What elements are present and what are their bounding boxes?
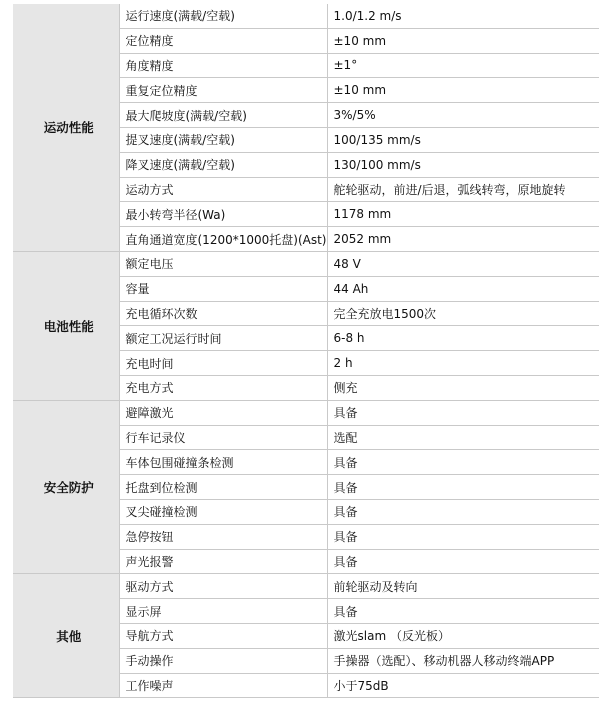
- spec-item-value: ±10 mm: [327, 78, 599, 103]
- spec-item-label: 驱动方式: [119, 574, 327, 599]
- spec-item-label: 急停按钮: [119, 524, 327, 549]
- spec-item-label: 重复定位精度: [119, 78, 327, 103]
- spec-item-value: 激光slam （反光板）: [327, 623, 599, 648]
- spec-item-label: 运动方式: [119, 177, 327, 202]
- section-label: 安全防护: [13, 400, 119, 574]
- spec-item-label: 降叉速度(满载/空载): [119, 152, 327, 177]
- spec-item-label: 声光报警: [119, 549, 327, 574]
- spec-item-label: 充电方式: [119, 375, 327, 400]
- spec-item-label: 容量: [119, 276, 327, 301]
- spec-item-value: 具备: [327, 400, 599, 425]
- spec-item-value: ±10 mm: [327, 28, 599, 53]
- spec-item-value: 具备: [327, 499, 599, 524]
- spec-item-value: 小于75dB: [327, 673, 599, 698]
- spec-item-label: 充电循环次数: [119, 301, 327, 326]
- spec-item-label: 角度精度: [119, 53, 327, 78]
- spec-item-value: 3%/5%: [327, 103, 599, 128]
- spec-item-value: 1.0/1.2 m/s: [327, 4, 599, 28]
- spec-item-value: 具备: [327, 549, 599, 574]
- spec-item-value: 1178 mm: [327, 202, 599, 227]
- spec-item-label: 额定工况运行时间: [119, 326, 327, 351]
- spec-item-value: 130/100 mm/s: [327, 152, 599, 177]
- spec-item-label: 叉尖碰撞检测: [119, 499, 327, 524]
- table-row: [13, 574, 599, 599]
- spec-item-value: 6-8 h: [327, 326, 599, 351]
- section-label: 电池性能: [13, 251, 119, 400]
- spec-item-value: ±1°: [327, 53, 599, 78]
- spec-item-label: 定位精度: [119, 28, 327, 53]
- spec-table: [13, 4, 599, 698]
- spec-item-label: 托盘到位检测: [119, 475, 327, 500]
- spec-item-label: 运行速度(满载/空载): [119, 4, 327, 28]
- spec-item-label: 行车记录仪: [119, 425, 327, 450]
- spec-item-value: 手操器（选配）、移动机器人移动终端APP: [327, 648, 599, 673]
- spec-item-label: 直角通道宽度(1200*1000托盘)(Ast): [119, 227, 327, 252]
- spec-item-label: 工作噪声: [119, 673, 327, 698]
- spec-item-label: 显示屏: [119, 599, 327, 624]
- spec-item-value: 完全充放电1500次: [327, 301, 599, 326]
- spec-item-label: 充电时间: [119, 351, 327, 376]
- table-row: [13, 4, 599, 28]
- spec-item-value: 具备: [327, 524, 599, 549]
- spec-item-label: 最大爬坡度(满载/空载): [119, 103, 327, 128]
- spec-item-label: 手动操作: [119, 648, 327, 673]
- spec-item-value: 44 Ah: [327, 276, 599, 301]
- section-label: 运动性能: [13, 4, 119, 251]
- spec-item-label: 最小转弯半径(Wa): [119, 202, 327, 227]
- spec-item-label: 额定电压: [119, 251, 327, 276]
- spec-table-body: [13, 4, 599, 698]
- spec-item-label: 避障激光: [119, 400, 327, 425]
- spec-item-value: 2052 mm: [327, 227, 599, 252]
- spec-item-label: 车体包围碰撞条检测: [119, 450, 327, 475]
- spec-item-value: 具备: [327, 475, 599, 500]
- section-label: 其他: [13, 574, 119, 698]
- spec-item-label: 导航方式: [119, 623, 327, 648]
- spec-item-value: 2 h: [327, 351, 599, 376]
- spec-item-value: 选配: [327, 425, 599, 450]
- spec-item-value: 侧充: [327, 375, 599, 400]
- spec-item-label: 提叉速度(满载/空载): [119, 127, 327, 152]
- spec-item-value: 具备: [327, 599, 599, 624]
- table-row: [13, 400, 599, 425]
- spec-item-value: 具备: [327, 450, 599, 475]
- spec-item-value: 舵轮驱动，前进/后退，弧线转弯，原地旋转: [327, 177, 599, 202]
- spec-item-value: 100/135 mm/s: [327, 127, 599, 152]
- spec-item-value: 前轮驱动及转向: [327, 574, 599, 599]
- table-row: [13, 251, 599, 276]
- spec-item-value: 48 V: [327, 251, 599, 276]
